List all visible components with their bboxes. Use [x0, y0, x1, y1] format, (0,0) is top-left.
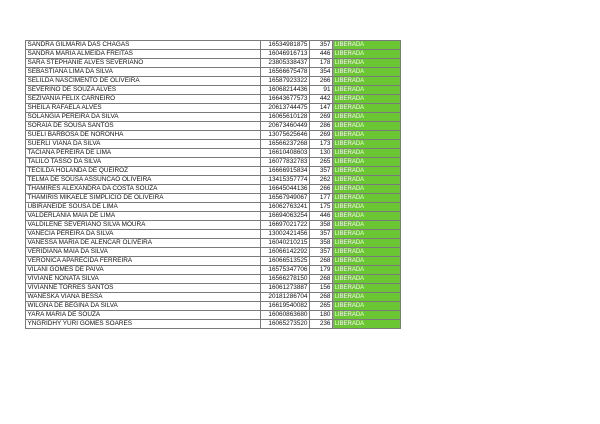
number-cell: 442 — [310, 95, 333, 104]
number-cell: 180 — [310, 311, 333, 320]
number-cell: 357 — [310, 248, 333, 257]
name-cell: YARA MARIA DE SOUZA — [26, 311, 261, 320]
number-cell: 268 — [310, 257, 333, 266]
status-cell: LIBERADA — [333, 95, 401, 104]
status-cell: LIBERADA — [333, 266, 401, 275]
status-cell: LIBERADA — [333, 311, 401, 320]
name-cell: WANESKA VIANA BESSA — [26, 293, 261, 302]
name-cell: VERONICA APARECIDA FERREIRA — [26, 257, 261, 266]
name-cell: THAMIRIS MIKAELE SIMPLICIO DE OLIVEIRA — [26, 194, 261, 203]
name-cell: SEVERINO DE SOUZA ALVES — [26, 86, 261, 95]
status-cell: LIBERADA — [333, 320, 401, 329]
table-row — [26, 239, 401, 248]
name-cell: UBIRANEIDE SOUSA DE LIMA — [26, 203, 261, 212]
name-cell: TELMA DE SOUSA ASSUNCAO OLIVEIRA — [26, 176, 261, 185]
name-cell: SUERLI VIANA DA SILVA — [26, 140, 261, 149]
number-cell: 268 — [310, 275, 333, 284]
table-row — [26, 68, 401, 77]
id-cell: 16645044136 — [261, 185, 310, 194]
status-cell: LIBERADA — [333, 185, 401, 194]
name-cell: SOLANGIA PEREIRA DA SILVA — [26, 113, 261, 122]
name-cell: TECILDA HOLANDA DE QUEIROZ — [26, 167, 261, 176]
status-cell: LIBERADA — [333, 158, 401, 167]
status-cell: LIBERADA — [333, 131, 401, 140]
status-cell: LIBERADA — [333, 221, 401, 230]
id-cell: 20181286704 — [261, 293, 310, 302]
table-row — [26, 212, 401, 221]
status-cell: LIBERADA — [333, 203, 401, 212]
number-cell: 446 — [310, 50, 333, 59]
status-cell: LIBERADA — [333, 113, 401, 122]
table-row — [26, 275, 401, 284]
id-cell: 16610408603 — [261, 149, 310, 158]
number-cell: 175 — [310, 203, 333, 212]
table-row — [26, 248, 401, 257]
status-cell: LIBERADA — [333, 77, 401, 86]
number-cell: 269 — [310, 113, 333, 122]
number-cell: 265 — [310, 158, 333, 167]
table-row — [26, 122, 401, 131]
name-cell: YNGRIDHY YURI GOMES SOARES — [26, 320, 261, 329]
number-cell: 358 — [310, 221, 333, 230]
status-cell: LIBERADA — [333, 176, 401, 185]
id-cell: 16534981875 — [261, 41, 310, 50]
id-cell: 16040210215 — [261, 239, 310, 248]
status-cell: LIBERADA — [333, 149, 401, 158]
id-cell: 13002421456 — [261, 230, 310, 239]
table-row — [26, 77, 401, 86]
id-cell: 16066142292 — [261, 248, 310, 257]
table-row — [26, 59, 401, 68]
number-cell: 173 — [310, 140, 333, 149]
id-cell: 16068214436 — [261, 86, 310, 95]
table-row — [26, 221, 401, 230]
table-row — [26, 311, 401, 320]
id-cell: 16694063254 — [261, 212, 310, 221]
status-cell: LIBERADA — [333, 293, 401, 302]
table-row — [26, 140, 401, 149]
table-row — [26, 176, 401, 185]
id-cell: 16643677573 — [261, 95, 310, 104]
number-cell: 262 — [310, 176, 333, 185]
status-cell: LIBERADA — [333, 257, 401, 266]
name-cell: SANDRA MARIA ALMEIDA FREITAS — [26, 50, 261, 59]
table-row — [26, 158, 401, 167]
id-cell: 13415357774 — [261, 176, 310, 185]
status-cell: LIBERADA — [333, 167, 401, 176]
id-cell: 16697021722 — [261, 221, 310, 230]
id-cell: 16065610128 — [261, 113, 310, 122]
id-cell: 16066513525 — [261, 257, 310, 266]
status-cell: LIBERADA — [333, 86, 401, 95]
status-cell: LIBERADA — [333, 41, 401, 50]
id-cell: 16666915834 — [261, 167, 310, 176]
status-cell: LIBERADA — [333, 275, 401, 284]
number-cell: 177 — [310, 194, 333, 203]
number-cell: 179 — [310, 266, 333, 275]
table-row — [26, 257, 401, 266]
number-cell: 357 — [310, 41, 333, 50]
status-cell: LIBERADA — [333, 140, 401, 149]
number-cell: 269 — [310, 131, 333, 140]
id-cell: 16619540082 — [261, 302, 310, 311]
name-cell: VANESSA MARIA DE ALENCAR OLIVEIRA — [26, 239, 261, 248]
name-cell: TALILO TASSO DA SILVA — [26, 158, 261, 167]
number-cell: 268 — [310, 293, 333, 302]
id-cell: 16062763241 — [261, 203, 310, 212]
status-cell: LIBERADA — [333, 302, 401, 311]
number-cell: 357 — [310, 167, 333, 176]
id-cell: 23805338437 — [261, 59, 310, 68]
table-row — [26, 203, 401, 212]
number-cell: 357 — [310, 230, 333, 239]
roster-table — [25, 40, 401, 329]
name-cell: VALDERLANIA MAIA DE LIMA — [26, 212, 261, 221]
number-cell: 354 — [310, 68, 333, 77]
id-cell: 16065273520 — [261, 320, 310, 329]
name-cell: SEBASTIANA LIMA DA SILVA — [26, 68, 261, 77]
id-cell: 16567949067 — [261, 194, 310, 203]
name-cell: SORAIA DE SOUSA SANTOS — [26, 122, 261, 131]
table-row — [26, 167, 401, 176]
number-cell: 178 — [310, 59, 333, 68]
id-cell: 16060863680 — [261, 311, 310, 320]
id-cell: 16566278150 — [261, 275, 310, 284]
table-row — [26, 86, 401, 95]
id-cell: 20673460449 — [261, 122, 310, 131]
status-cell: LIBERADA — [333, 194, 401, 203]
number-cell: 446 — [310, 212, 333, 221]
table-row — [26, 104, 401, 113]
id-cell: 16077832783 — [261, 158, 310, 167]
status-cell: LIBERADA — [333, 212, 401, 221]
status-cell: LIBERADA — [333, 284, 401, 293]
table-row — [26, 95, 401, 104]
table-row — [26, 149, 401, 158]
number-cell: 130 — [310, 149, 333, 158]
name-cell: SANDRA GILMARIA DAS CHAGAS — [26, 41, 261, 50]
table-row — [26, 320, 401, 329]
name-cell: VANECIA PEREIRA DA SILVA — [26, 230, 261, 239]
table-row — [26, 113, 401, 122]
table-row — [26, 185, 401, 194]
number-cell: 236 — [310, 320, 333, 329]
number-cell: 156 — [310, 284, 333, 293]
id-cell: 20613744475 — [261, 104, 310, 113]
number-cell: 266 — [310, 77, 333, 86]
name-cell: THAMIRES ALEXANDRA DA COSTA SOUZA — [26, 185, 261, 194]
status-cell: LIBERADA — [333, 248, 401, 257]
name-cell: WILGNA DE BEGINA DA SILVA — [26, 302, 261, 311]
table-row — [26, 293, 401, 302]
name-cell: VERIDIANA MAIA DA SILVA — [26, 248, 261, 257]
table-row — [26, 284, 401, 293]
table-row — [26, 266, 401, 275]
status-cell: LIBERADA — [333, 230, 401, 239]
name-cell: VIVIANNE TORRES SANTOS — [26, 284, 261, 293]
number-cell: 265 — [310, 302, 333, 311]
table-row — [26, 194, 401, 203]
id-cell: 16061273887 — [261, 284, 310, 293]
name-cell: VIVIANE NONATA SILVA — [26, 275, 261, 284]
name-cell: SHEILA RAFAELA ALVES — [26, 104, 261, 113]
name-cell: VILANI GOMES DE PAIVA — [26, 266, 261, 275]
status-cell: LIBERADA — [333, 104, 401, 113]
id-cell: 16587923322 — [261, 77, 310, 86]
name-cell: SARA STEPHANIE ALVES SEVERIANO — [26, 59, 261, 68]
number-cell: 91 — [310, 86, 333, 95]
roster-body — [26, 41, 401, 329]
status-cell: LIBERADA — [333, 122, 401, 131]
id-cell: 16566675478 — [261, 68, 310, 77]
table-row — [26, 131, 401, 140]
table-row — [26, 41, 401, 50]
status-cell: LIBERADA — [333, 239, 401, 248]
table-row — [26, 302, 401, 311]
number-cell: 266 — [310, 185, 333, 194]
name-cell: SELILDA NASCIMENTO DE OLIVEIRA — [26, 77, 261, 86]
name-cell: TACIANA PEREIRA DE LIMA — [26, 149, 261, 158]
status-cell: LIBERADA — [333, 59, 401, 68]
id-cell: 13075625646 — [261, 131, 310, 140]
id-cell: 16566237268 — [261, 140, 310, 149]
table-row — [26, 230, 401, 239]
status-cell: LIBERADA — [333, 50, 401, 59]
name-cell: SEZIVANIA FELIX CARNEIRO — [26, 95, 261, 104]
table-row — [26, 50, 401, 59]
number-cell: 358 — [310, 239, 333, 248]
status-cell: LIBERADA — [333, 68, 401, 77]
id-cell: 16046916713 — [261, 50, 310, 59]
number-cell: 147 — [310, 104, 333, 113]
id-cell: 16575347706 — [261, 266, 310, 275]
name-cell: VALDILENE SEVERIANO SILVA MOURA — [26, 221, 261, 230]
name-cell: SUELI BARBOSA DE NORONHA — [26, 131, 261, 140]
number-cell: 286 — [310, 122, 333, 131]
